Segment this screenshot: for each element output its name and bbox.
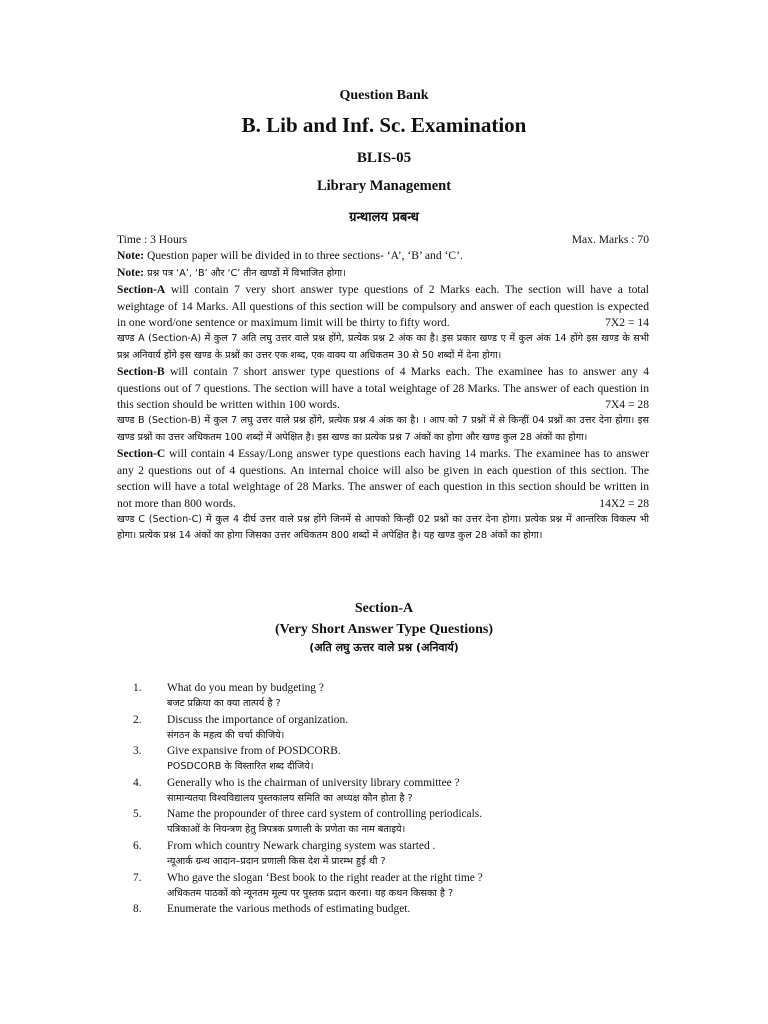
question-text-hindi: न्यूआर्क ग्रन्थ आदान–प्रदान प्रणाली किस देश में प्रारम्भ हुई थी ? [167,855,386,867]
question-text: Generally who is the chairman of university library committee ? [167,776,460,789]
section-b-label: Section-B [117,365,165,379]
question-item [133,807,653,839]
question-text-hindi: POSDCORB के विस्तारित शब्द दीजिये। [167,761,314,773]
section-a-heading: Section-A [354,601,414,616]
section-c-label: Section-C [117,447,166,461]
question-text-hindi: पत्रिकाओं के नियन्त्रण हेतु त्रिपत्रक प्रणाली के प्रणेता का नाम बताइये। [167,824,406,836]
section-a-marks: 7X2 = 14 [605,316,649,330]
question-item [133,902,653,934]
section-c-description-hindi: खण्ड C (Section-C) में कुल 4 दीर्घ उत्तर वाले प्रश्न होंगे जिनमें से आपको किन्हीं 02 प्रश्नों का उत्तर देना होगा। प्रत्येक प्रश्न में आन्तरिक विकल्प भी होगा। प्रत्येक प्रश्न 14 अंकों का होगा जिसका उत्तर अधिकतम 800 शब्दों में अपेक्षित है। यह खण्ड कुल 28 अंकों का होगा। [117,513,649,542]
question-text: Name the propounder of three card system of controlling periodicals. [167,808,483,821]
section-a-label: Section-A [117,283,166,297]
question-number: 6. [133,839,142,852]
section-c-marks: 14X2 = 28 [599,496,649,510]
section-b-marks: 7X4 = 28 [605,398,649,412]
section-a-subheading: (Very Short Answer Type Questions) [274,622,494,637]
subject-title: Library Management [316,178,452,194]
question-text: Discuss the importance of organization. [167,713,349,726]
question-item [133,713,653,745]
section-a-subheading-hindi: (अति लघु ऊत्तर वाले प्रश्न (अनिवार्य) [309,641,459,654]
question-text: Give expansive from of POSDCORB. [167,745,341,758]
time-marks-row [117,232,649,248]
course-code: BLIS-05 [356,150,412,166]
question-item [133,839,653,871]
note-english: Note: Question paper will be divided in to three sections- ‘A’, ‘B’ and ‘C’. [117,249,463,263]
section-c-description: Section-C will contain 4 Essay/Long answer type questions each having 14 marks. The examinee has to answer any 2 questions out of 4 questions. An internal choice will also be given in each question of this section. The section will have a total weightage of 28 Marks. The answer of each question in this section should be written in not more than 800 words. 14X2 = 28 [117,446,649,512]
section-b-description: Section-B will contain 7 short answer type questions of 4 Marks each. The examinee has to answer any 4 questions out of 7 questions. The section will have a total weightage of 28 Marks. The answer of each question in this section should be written within 100 words. 7X4 = 28 [117,364,649,413]
time-label: Time : 3 Hours [117,233,188,246]
question-item [133,776,653,808]
question-number: 3. [133,745,142,758]
question-text: Enumerate the various methods of estimating budget. [167,903,411,916]
note-label: Note: [117,249,145,263]
question-item [133,744,653,776]
question-text: What do you mean by budgeting ? [167,682,324,694]
question-text-hindi: अधिकतम पाठकों को न्यूनतम मूल्य पर पुस्तक प्रदान करना। यह कथन किसका है ? [167,887,454,899]
note-hindi: Note: प्रश्न पत्र ‘A’, ‘B’ और ‘C’ तीन खण्डों में विभाजित होगा। [117,265,346,279]
question-number: 5. [133,808,142,821]
section-a-description-hindi: खण्ड A (Section-A) में कुल 7 अति लघु उत्तर वाले प्रश्न होंगे, प्रत्येक प्रश्न 2 अंक का है। इस प्रकार खण्ड ए में कुल अंक 14 होंगे इस खण्ड के सभी प्रश्न अनिवार्य होंगे इस खण्ड के प्रश्नों का उत्तर एक शब्द, एक वाक्य या अधिकतम 30 से 50 शब्दों में देना होगा। [117,333,649,361]
question-number: 1. [133,682,142,694]
question-text-hindi: सामान्यतया विश्वविद्यालय पुस्तकालय समिति का अध्यक्ष कौन होता है ? [167,792,413,804]
question-item [133,871,653,903]
question-text: Who gave the slogan ‘Best book to the right reader at the right time ? [167,871,483,884]
max-marks-label: Max. Marks : 70 [571,233,649,246]
question-number: 8. [133,903,142,916]
question-text-hindi: संगठन के महत्व की चर्चा कीजिये। [167,729,285,741]
question-text: From which country Newark charging system was started . [167,839,436,852]
instructions-block [117,232,649,545]
section-a-description: Section-A will contain 7 very short answer type questions of 2 Marks each. The section will have a total weightage of 14 Marks. All questions of this section will be compulsory and answer of each question is expected in one word/one sentence or maximum limit will be thirty to fifty word. 7X2 = 14 [117,282,649,331]
section-b-description-hindi: खण्ड B (Section-B) में कुल 7 लघु उत्तर वाले प्रश्न होंगे, प्रत्येक प्रश्न 4 अंक का है। । आप को 7 प्रश्नों में से किन्हीं 04 प्रश्नों का उत्तर देना होगा। इस खण्ड प्रश्नों का उत्तर अधिकतम 100 शब्दों में अपेक्षित है। इस खण्ड का प्रत्येक प्रश्न 7 अंकों का होगा और खण्ड कुल 28 अंकों का होगा। [117,415,649,443]
question-bank-label: Question Bank [339,88,429,103]
question-item [133,681,653,713]
question-number: 2. [133,713,142,726]
note-label-hindi-line: Note: [117,265,145,279]
question-text-hindi: बजट प्रक्रिया का क्या तात्पर्य है ? [167,698,281,709]
exam-title: B. Lib and Inf. Sc. Examination [241,113,527,137]
question-number: 7. [133,871,142,884]
subject-title-hindi: ग्रन्थालय प्रबन्ध [349,210,419,225]
question-number: 4. [133,776,142,789]
question-list [133,681,653,934]
